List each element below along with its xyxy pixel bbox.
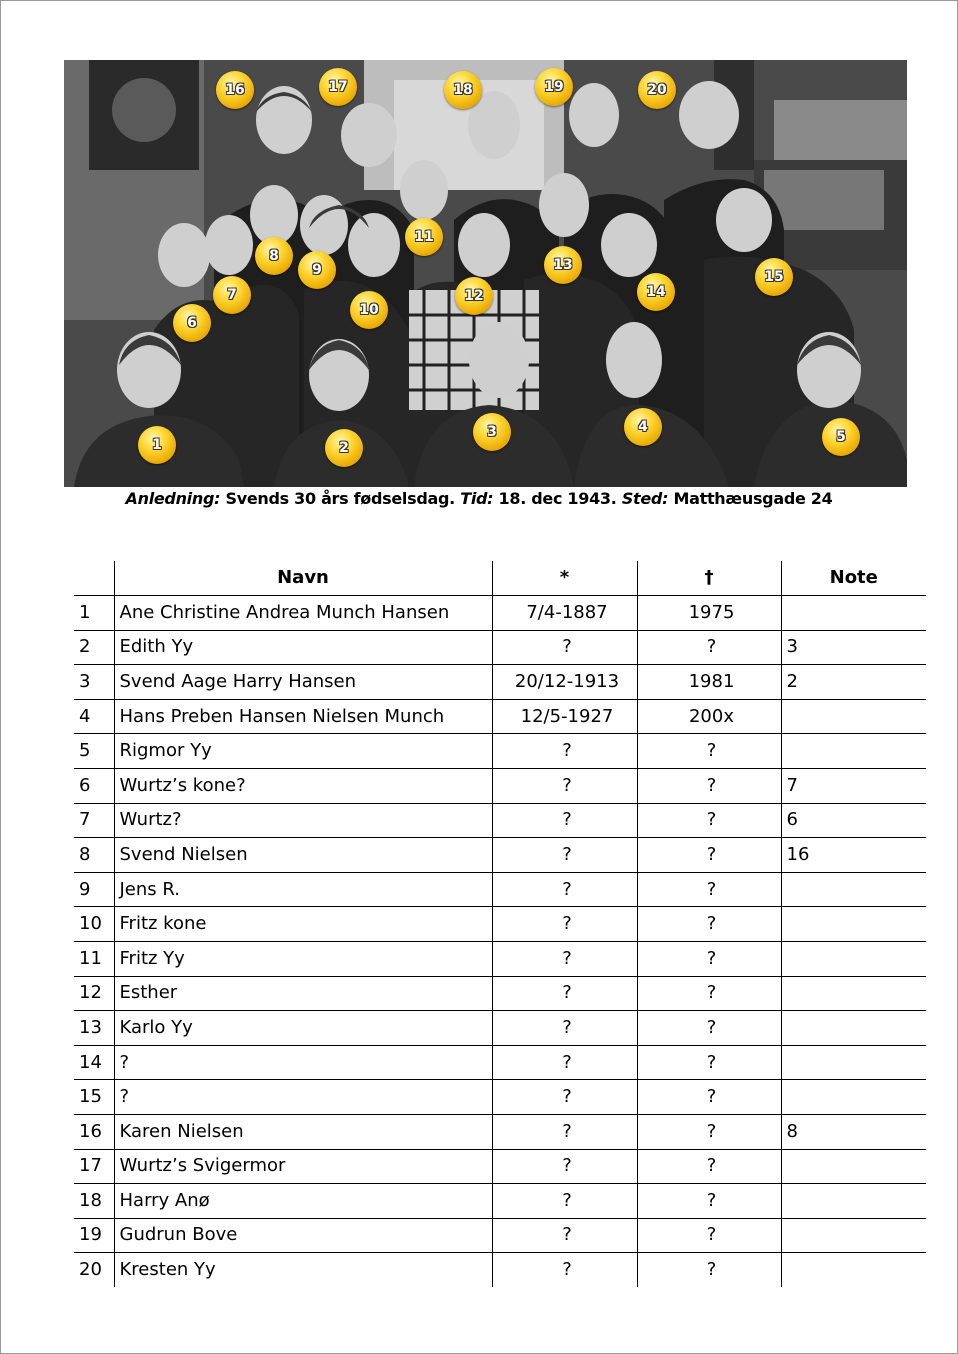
header-number	[74, 561, 114, 596]
note-cell	[781, 976, 926, 1011]
table-row	[74, 1045, 926, 1080]
table-row	[74, 596, 926, 631]
birth-date: ?	[492, 1218, 637, 1253]
row-number: 2	[74, 630, 114, 665]
row-number: 8	[74, 838, 114, 873]
note-cell: 7	[781, 768, 926, 803]
photo-caption	[0, 489, 958, 508]
row-number: 14	[74, 1045, 114, 1080]
person-marker-19: 19	[535, 68, 573, 106]
person-name: ?	[114, 1045, 492, 1080]
note-cell	[781, 1011, 926, 1046]
table-header-row	[74, 561, 926, 596]
person-name: Svend Aage Harry Hansen	[114, 665, 492, 700]
birth-date: ?	[492, 1149, 637, 1184]
person-marker-5: 5	[822, 418, 860, 456]
table-row	[74, 1253, 926, 1287]
birth-date: 20/12-1913	[492, 665, 637, 700]
table-row	[74, 1149, 926, 1184]
death-date: ?	[637, 872, 781, 907]
row-number: 17	[74, 1149, 114, 1184]
death-date: ?	[637, 1080, 781, 1115]
time-label: Tid:	[460, 489, 494, 508]
birth-date: ?	[492, 838, 637, 873]
note-cell: 16	[781, 838, 926, 873]
person-marker-12: 12	[455, 277, 493, 315]
row-number: 6	[74, 768, 114, 803]
row-number: 18	[74, 1184, 114, 1219]
note-cell	[781, 1045, 926, 1080]
death-date: ?	[637, 1045, 781, 1080]
person-marker-17: 17	[319, 68, 357, 106]
birth-date: 12/5-1927	[492, 699, 637, 734]
table-row	[74, 803, 926, 838]
person-name: Wurtz’s kone?	[114, 768, 492, 803]
note-cell	[781, 941, 926, 976]
death-date: 1975	[637, 596, 781, 631]
row-number: 11	[74, 941, 114, 976]
person-name: Esther	[114, 976, 492, 1011]
person-name: Edith Yy	[114, 630, 492, 665]
row-number: 16	[74, 1114, 114, 1149]
note-cell	[781, 907, 926, 942]
death-date: ?	[637, 1114, 781, 1149]
note-cell	[781, 872, 926, 907]
table-row	[74, 665, 926, 700]
birth-date: ?	[492, 907, 637, 942]
row-number: 3	[74, 665, 114, 700]
person-marker-13: 13	[544, 246, 582, 284]
table-row	[74, 1218, 926, 1253]
table-row	[74, 699, 926, 734]
row-number: 9	[74, 872, 114, 907]
note-cell	[781, 596, 926, 631]
person-name: Harry Anø	[114, 1184, 492, 1219]
table-row	[74, 1080, 926, 1115]
note-cell	[781, 1080, 926, 1115]
birth-date: ?	[492, 872, 637, 907]
row-number: 20	[74, 1253, 114, 1287]
birth-date: 7/4-1887	[492, 596, 637, 631]
table-row	[74, 976, 926, 1011]
table-row	[74, 872, 926, 907]
row-number: 5	[74, 734, 114, 769]
person-name: Fritz kone	[114, 907, 492, 942]
birth-date: ?	[492, 1045, 637, 1080]
birth-date: ?	[492, 1080, 637, 1115]
note-cell	[781, 1184, 926, 1219]
occasion-label: Anledning:	[125, 489, 221, 508]
birth-date: ?	[492, 734, 637, 769]
row-number: 10	[74, 907, 114, 942]
persons-table	[74, 561, 926, 1287]
occasion-text: Svends 30 års fødselsdag.	[225, 489, 455, 508]
time-text: 18. dec 1943.	[498, 489, 617, 508]
person-marker-4: 4	[624, 408, 662, 446]
person-marker-2: 2	[325, 429, 363, 467]
row-number: 15	[74, 1080, 114, 1115]
birth-date: ?	[492, 976, 637, 1011]
death-date: 1981	[637, 665, 781, 700]
note-cell: 3	[781, 630, 926, 665]
person-name: Wurtz?	[114, 803, 492, 838]
table-row	[74, 630, 926, 665]
person-marker-1: 1	[138, 426, 176, 464]
table-row	[74, 1011, 926, 1046]
death-date: 200x	[637, 699, 781, 734]
person-marker-11: 11	[405, 218, 443, 256]
person-marker-6: 6	[173, 304, 211, 342]
birth-date: ?	[492, 1011, 637, 1046]
note-cell	[781, 1218, 926, 1253]
table-row	[74, 1114, 926, 1149]
row-number: 19	[74, 1218, 114, 1253]
death-date: ?	[637, 941, 781, 976]
row-number: 4	[74, 699, 114, 734]
death-date: ?	[637, 630, 781, 665]
table-row	[74, 941, 926, 976]
note-cell	[781, 1149, 926, 1184]
note-cell: 6	[781, 803, 926, 838]
note-cell	[781, 699, 926, 734]
table-row	[74, 907, 926, 942]
birth-date: ?	[492, 1184, 637, 1219]
note-cell: 2	[781, 665, 926, 700]
person-marker-7: 7	[213, 276, 251, 314]
person-name: Fritz Yy	[114, 941, 492, 976]
death-date: ?	[637, 803, 781, 838]
row-number: 7	[74, 803, 114, 838]
person-name: Jens R.	[114, 872, 492, 907]
person-name: ?	[114, 1080, 492, 1115]
person-name: Svend Nielsen	[114, 838, 492, 873]
death-date: ?	[637, 1184, 781, 1219]
death-date: ?	[637, 768, 781, 803]
person-marker-3: 3	[473, 413, 511, 451]
person-marker-10: 10	[350, 291, 388, 329]
table-row	[74, 734, 926, 769]
person-name: Wurtz’s Svigermor	[114, 1149, 492, 1184]
death-date: ?	[637, 734, 781, 769]
person-name: Rigmor Yy	[114, 734, 492, 769]
table-row	[74, 838, 926, 873]
row-number: 1	[74, 596, 114, 631]
table-row	[74, 768, 926, 803]
person-name: Gudrun Bove	[114, 1218, 492, 1253]
person-name: Karlo Yy	[114, 1011, 492, 1046]
death-date: ?	[637, 1011, 781, 1046]
place-label: Sted:	[621, 489, 669, 508]
person-marker-18: 18	[444, 71, 482, 109]
table-row	[74, 1184, 926, 1219]
header-born: *	[492, 561, 637, 596]
person-marker-9: 9	[298, 251, 336, 289]
person-marker-8: 8	[255, 237, 293, 275]
death-date: ?	[637, 838, 781, 873]
person-marker-15: 15	[755, 258, 793, 296]
header-name: Navn	[114, 561, 492, 596]
death-date: ?	[637, 907, 781, 942]
death-date: ?	[637, 1218, 781, 1253]
birth-date: ?	[492, 768, 637, 803]
birth-date: ?	[492, 630, 637, 665]
death-date: ?	[637, 1149, 781, 1184]
person-name: Kresten Yy	[114, 1253, 492, 1287]
header-died: †	[637, 561, 781, 596]
header-note: Note	[781, 561, 926, 596]
birth-date: ?	[492, 803, 637, 838]
birth-date: ?	[492, 941, 637, 976]
person-marker-14: 14	[637, 273, 675, 311]
person-marker-16: 16	[216, 71, 254, 109]
group-photo	[64, 60, 907, 487]
death-date: ?	[637, 1253, 781, 1287]
row-number: 12	[74, 976, 114, 1011]
person-name: Hans Preben Hansen Nielsen Munch	[114, 699, 492, 734]
person-marker-20: 20	[638, 71, 676, 109]
note-cell: 8	[781, 1114, 926, 1149]
note-cell	[781, 1253, 926, 1287]
person-name: Ane Christine Andrea Munch Hansen	[114, 596, 492, 631]
death-date: ?	[637, 976, 781, 1011]
place-text: Matthæusgade 24	[673, 489, 833, 508]
note-cell	[781, 734, 926, 769]
row-number: 13	[74, 1011, 114, 1046]
birth-date: ?	[492, 1253, 637, 1287]
birth-date: ?	[492, 1114, 637, 1149]
person-name: Karen Nielsen	[114, 1114, 492, 1149]
